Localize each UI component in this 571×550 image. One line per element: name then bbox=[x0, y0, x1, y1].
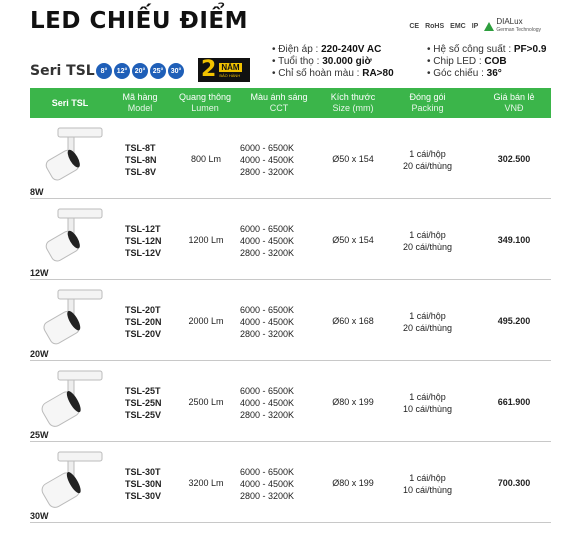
price-value: 661.900 bbox=[497, 397, 531, 407]
table-row bbox=[30, 361, 551, 442]
model-list: TSL-20T TSL-20N TSL-20V bbox=[125, 305, 162, 339]
track-light-image bbox=[38, 367, 108, 429]
warranty-badge bbox=[198, 58, 250, 82]
track-light-image bbox=[38, 205, 108, 267]
size-value: Ø80 x 199 bbox=[332, 397, 374, 407]
beam-badge: 20° bbox=[132, 63, 148, 79]
beam-badge: 25° bbox=[150, 63, 166, 79]
beam-angle-badges bbox=[96, 63, 184, 79]
model-list: TSL-25T TSL-25N TSL-25V bbox=[125, 386, 162, 420]
dialux-triangle-icon bbox=[484, 22, 494, 31]
ce-mark-icon: CE bbox=[409, 22, 420, 30]
ip-mark-icon: IP bbox=[471, 22, 479, 30]
wattage-label: 25W bbox=[30, 430, 49, 440]
model-list: TSL-30T TSL-30N TSL-30V bbox=[125, 467, 162, 501]
warranty-number: 2 bbox=[201, 57, 217, 82]
lumen-value: 2000 Lm bbox=[188, 316, 224, 326]
cct-list: 6000 - 6500K 4000 - 4500K 2800 - 3200K bbox=[240, 305, 295, 339]
lumen-value: 3200 Lm bbox=[188, 478, 224, 488]
header-packing: Đóng gói Packing bbox=[409, 92, 446, 113]
table-row bbox=[30, 199, 551, 280]
wattage-label: 20W bbox=[30, 349, 49, 359]
rohs-mark-icon: RoHS bbox=[425, 22, 445, 30]
spec-chip: • Chip LED : COB bbox=[427, 56, 507, 67]
dialux-sub: German Technology bbox=[496, 27, 541, 33]
spec-power-factor: • Hệ số công suất : PF>0.9 bbox=[427, 44, 547, 55]
wattage-label: 8W bbox=[30, 187, 44, 197]
packing-info: 1 cái/hộp 20 cái/thùng bbox=[402, 230, 453, 252]
lumen-value: 2500 Lm bbox=[188, 397, 224, 407]
page-title: LED CHIẾU ĐIỂM bbox=[30, 8, 248, 34]
cct-list: 6000 - 6500K 4000 - 4500K 2800 - 3200K bbox=[240, 143, 295, 177]
spec-cri: • Chỉ số hoàn màu : RA>80 bbox=[272, 68, 394, 79]
header-lumen: Quang thông Lumen bbox=[178, 92, 232, 113]
dialux-brand: DIALux bbox=[496, 17, 523, 26]
model-list: TSL-8T TSL-8N TSL-8V bbox=[125, 143, 157, 177]
price-value: 302.500 bbox=[497, 154, 531, 164]
track-light-image bbox=[38, 124, 108, 186]
table-header bbox=[30, 88, 551, 118]
warranty-word: NĂM bbox=[221, 62, 240, 72]
size-value: Ø80 x 199 bbox=[332, 478, 374, 488]
packing-info: 1 cái/hộp 20 cái/thùng bbox=[402, 311, 453, 333]
lumen-value: 1200 Lm bbox=[188, 235, 224, 245]
spec-beam-angle: • Góc chiếu : 36° bbox=[427, 68, 502, 79]
model-list: TSL-12T TSL-12N TSL-12V bbox=[125, 224, 162, 258]
size-value: Ø60 x 168 bbox=[332, 316, 374, 326]
price-value: 495.200 bbox=[497, 316, 531, 326]
packing-info: 1 cái/hộp 10 cái/thùng bbox=[402, 473, 453, 495]
lumen-value: 800 Lm bbox=[190, 154, 222, 164]
price-value: 700.300 bbox=[497, 478, 531, 488]
beam-badge: 8° bbox=[96, 63, 112, 79]
size-value: Ø50 x 154 bbox=[332, 235, 374, 245]
cct-list: 6000 - 6500K 4000 - 4500K 2800 - 3200K bbox=[240, 467, 295, 501]
spec-lifetime: • Tuổi thọ : 30.000 giờ bbox=[272, 56, 372, 67]
header-size: Kích thước Size (mm) bbox=[330, 92, 376, 113]
beam-badge: 12° bbox=[114, 63, 130, 79]
certification-marks bbox=[409, 18, 541, 34]
header-cct: Màu ánh sáng CCT bbox=[250, 92, 308, 113]
beam-badge: 30° bbox=[168, 63, 184, 79]
cct-list: 6000 - 6500K 4000 - 4500K 2800 - 3200K bbox=[240, 224, 295, 258]
header-series: Seri TSL bbox=[51, 97, 89, 108]
wattage-label: 12W bbox=[30, 268, 49, 278]
table-row bbox=[30, 280, 551, 361]
table-row bbox=[30, 442, 551, 523]
header-price: Giá bán lẻ VNĐ bbox=[493, 92, 535, 113]
emc-mark-icon: EMC bbox=[450, 22, 466, 30]
series-name: Seri TSL bbox=[30, 63, 95, 79]
track-light-image bbox=[38, 448, 108, 510]
spec-voltage: • Điện áp : 220-240V AC bbox=[272, 44, 382, 55]
header-model: Mã hàng Model bbox=[122, 92, 158, 113]
wattage-label: 30W bbox=[30, 511, 49, 521]
table-row bbox=[30, 118, 551, 199]
track-light-image bbox=[38, 286, 108, 348]
dialux-logo bbox=[484, 18, 541, 34]
packing-info: 1 cái/hộp 10 cái/thùng bbox=[402, 392, 453, 414]
packing-info: 1 cái/hộp 20 cái/thùng bbox=[402, 149, 453, 171]
size-value: Ø50 x 154 bbox=[332, 154, 374, 164]
price-value: 349.100 bbox=[497, 235, 531, 245]
cct-list: 6000 - 6500K 4000 - 4500K 2800 - 3200K bbox=[240, 386, 295, 420]
warranty-sub: BẢO HÀNH bbox=[219, 72, 241, 78]
